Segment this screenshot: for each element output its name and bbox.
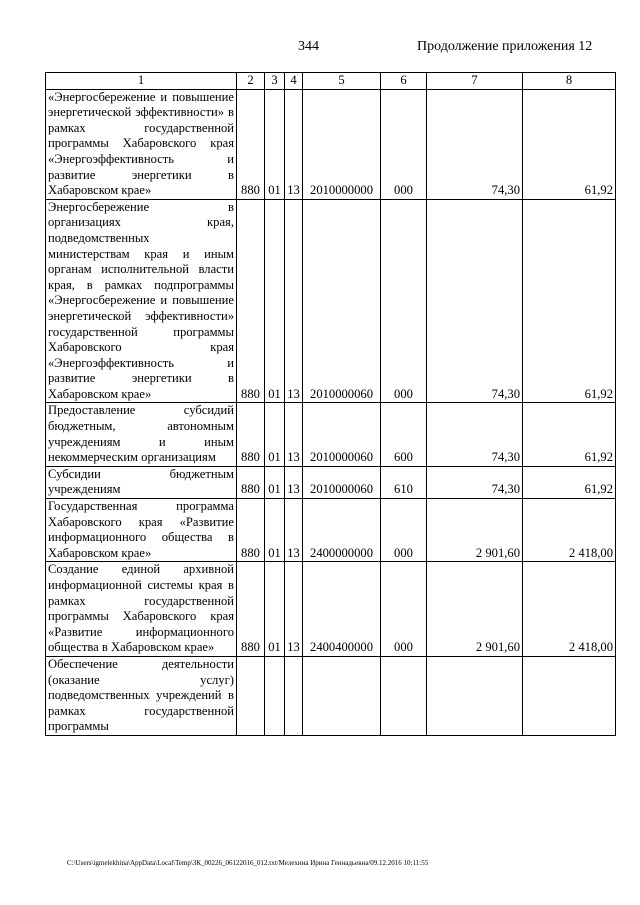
cell-section: 01 [265, 89, 285, 199]
cell-subsection: 13 [285, 499, 303, 562]
cell-expense-type: 610 [381, 466, 427, 498]
cell-subsection [285, 656, 303, 735]
cell-amount-7 [427, 656, 523, 735]
table-row [46, 466, 616, 498]
cell-amount-7: 74,30 [427, 403, 523, 466]
cell-expense-type: 000 [381, 89, 427, 199]
row-name: Создание единой архивной информационной системы края в рамках государственной программы Хабаровского края «Развитие информационного общества в Хабаровском крае» [46, 562, 237, 657]
cell-target-code: 2400400000 [303, 562, 381, 657]
cell-target-code: 2010000060 [303, 403, 381, 466]
column-number-row [46, 73, 616, 90]
column-number: 8 [523, 73, 616, 90]
continuation-title: Продолжение приложения 12 [417, 39, 593, 54]
cell-subsection: 13 [285, 89, 303, 199]
cell-amount-7: 2 901,60 [427, 562, 523, 657]
cell-ministry-code: 880 [237, 499, 265, 562]
table-row [46, 656, 616, 735]
cell-amount-8: 61,92 [523, 199, 616, 403]
cell-target-code [303, 656, 381, 735]
cell-ministry-code: 880 [237, 466, 265, 498]
cell-amount-8: 2 418,00 [523, 562, 616, 657]
cell-target-code: 2010000000 [303, 89, 381, 199]
column-number: 1 [46, 73, 237, 90]
cell-target-code: 2400000000 [303, 499, 381, 562]
cell-ministry-code: 880 [237, 403, 265, 466]
cell-expense-type [381, 656, 427, 735]
row-name: Предоставление субсидий бюджетным, автономным учреждениям и иным некоммерческим организациям [46, 403, 237, 466]
cell-section: 01 [265, 403, 285, 466]
cell-amount-7: 74,30 [427, 466, 523, 498]
cell-target-code: 2010000060 [303, 199, 381, 403]
cell-ministry-code: 880 [237, 562, 265, 657]
table-row [46, 499, 616, 562]
cell-section [265, 656, 285, 735]
cell-subsection: 13 [285, 403, 303, 466]
page-number: 344 [298, 39, 319, 54]
cell-ministry-code: 880 [237, 199, 265, 403]
cell-subsection: 13 [285, 199, 303, 403]
column-number: 6 [381, 73, 427, 90]
cell-section: 01 [265, 199, 285, 403]
cell-subsection: 13 [285, 466, 303, 498]
cell-expense-type: 000 [381, 199, 427, 403]
table-row [46, 403, 616, 466]
cell-expense-type: 000 [381, 499, 427, 562]
cell-amount-8: 61,92 [523, 89, 616, 199]
cell-section: 01 [265, 466, 285, 498]
row-name: Обеспечение деятельности (оказание услуг) подведомственных учреждений в рамках государственной программы [46, 656, 237, 735]
cell-subsection: 13 [285, 562, 303, 657]
cell-section: 01 [265, 499, 285, 562]
file-path-footer: C:\Users\igmelekhina\AppData\Local\Temp\ЗК_00226_06122016_012.txt/Мелехина Ирина Геннадьевна/09.12.2016 10:11:55 [67, 859, 429, 867]
cell-expense-type: 000 [381, 562, 427, 657]
budget-table [45, 72, 616, 736]
row-name: Энергосбережение в организациях края, подведомственных министерствам края и иным органам исполнительной власти края, в рамках подпрограммы «Энергосбережение и повышение энергетической эффективности» государственной программы Хабаровского края «Энергоэффективность и развитие энергетики в Хабаровском крае» [46, 199, 237, 403]
cell-amount-8: 61,92 [523, 403, 616, 466]
cell-amount-7: 74,30 [427, 89, 523, 199]
cell-expense-type: 600 [381, 403, 427, 466]
cell-ministry-code: 880 [237, 89, 265, 199]
column-number: 4 [285, 73, 303, 90]
cell-amount-8: 2 418,00 [523, 499, 616, 562]
cell-amount-7: 2 901,60 [427, 499, 523, 562]
column-number: 7 [427, 73, 523, 90]
cell-amount-8 [523, 656, 616, 735]
cell-amount-7: 74,30 [427, 199, 523, 403]
column-number: 3 [265, 73, 285, 90]
row-name: «Энергосбережение и повышение энергетической эффективности» в рамках государственной программы Хабаровского края «Энергоэффективность и развитие энергетики в Хабаровском крае» [46, 89, 237, 199]
row-name: Субсидии бюджетным учреждениям [46, 466, 237, 498]
cell-amount-8: 61,92 [523, 466, 616, 498]
cell-target-code: 2010000060 [303, 466, 381, 498]
table-row [46, 89, 616, 199]
table-row [46, 199, 616, 403]
cell-section: 01 [265, 562, 285, 657]
table-row [46, 562, 616, 657]
cell-ministry-code [237, 656, 265, 735]
row-name: Государственная программа Хабаровского края «Развитие информационного общества в Хабаровском крае» [46, 499, 237, 562]
column-number: 5 [303, 73, 381, 90]
column-number: 2 [237, 73, 265, 90]
